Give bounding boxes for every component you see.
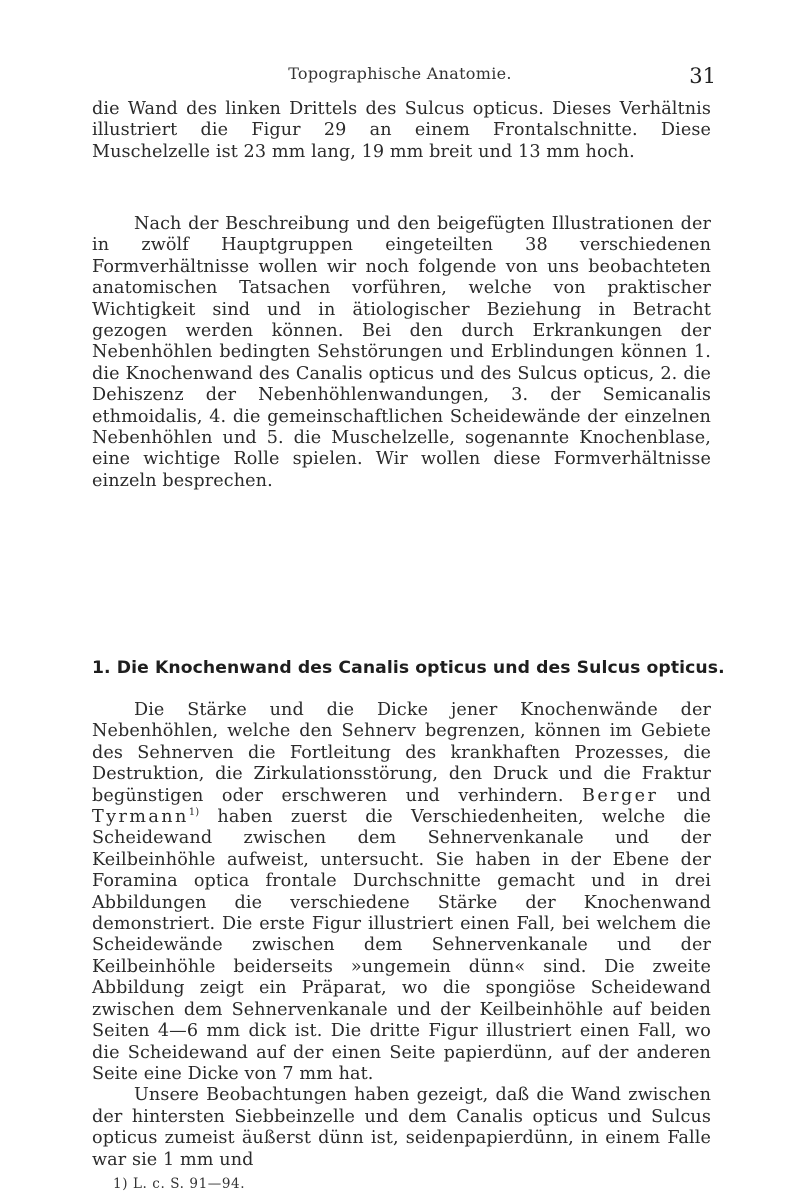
paragraph-text: die Wand des linken Drittels des Sulcus opticus. Dieses Verhältnis illustriert die Figur 29 an einem Frontalschnitte. Diese Muschelzelle ist 23 mm lang, 19 mm breit und 13 mm hoch. — [92, 99, 711, 162]
paragraph-observations: Unsere Beobachtungen haben gezeigt, daß die Wand zwischen der hintersten Siebbeinzelle und dem Canalis opticus und Sulcus opticus zumeist äußerst dünn ist, seidenpapierdünn, in einem Falle war sie 1 mm und — [92, 1085, 711, 1170]
running-head — [0, 64, 800, 88]
page-number: 31 — [689, 64, 716, 88]
footnote: 1) L. c. S. 91—94. — [113, 1176, 246, 1192]
paragraph-text: Nach der Beschreibung und den beigefügten Illustrationen der in zwölf Hauptgruppen eingeteilten 38 verschiedenen Formverhältnisse wollen wir noch folgende von uns beobachteten anatomischen Tatsachen vorführen, welche von praktischer Wichtigkeit sind und in ätiologischer Beziehung in Betracht gezogen werden können. Bei den durch Erkrankungen der Nebenhöhlen bedingten Sehstörungen und Erblindungen können 1. die Knochenwand des Canalis opticus und des Sulcus opticus, 2. die Dehiszenz der Nebenhöhlenwandungen, 3. der Semicanalis ethmoidalis, 4. die gemeinschaftlichen Scheidewände der einzelnen Nebenhöhlen und 5. die Muschelzelle, sogenannte Knochenblase, eine wichtige Rolle spielen. Wir wollen diese Formverhältnisse einzeln besprechen. — [92, 214, 711, 491]
paragraph-continued — [92, 99, 711, 163]
author-name: Tyrmann — [92, 807, 189, 828]
paragraph-text: Die Stärke und die Dicke jener Knochenwände der Nebenhöhlen, welche den Sehnerv begrenzen, können im Gebiete des Sehnerven die Fortleitung des krankhaften Prozesses, die Destruktion, die Zirkulationsstörung, den Druck und die Fraktur begünstigen oder erschweren und verhindern. — [92, 700, 711, 806]
section-body — [92, 700, 711, 1171]
conjunction: und — [676, 785, 711, 806]
paragraph-text: haben zuerst die Verschiedenheiten, welche die Scheidewand zwischen dem Sehnervenkanale und der Keilbeinhöhle aufweist, untersucht. Sie haben in der Ebene der Foramina optica frontale Durchschnitte gemacht und in drei Abbildungen die verschiedene Stärke der Knochenwand demonstriert. Die erste Figur illustriert einen Fall, bei welchem die Scheidewände zwischen dem Sehnervenkanale und der Keilbeinhöhle beiderseits »ungemein dünn« sind. Die zweite Abbildung zeigt ein Präparat, wo die spongiöse Scheidewand zwischen dem Sehnervenkanale und der Keilbeinhöhle auf beiden Seiten 4—6 mm dick ist. Die dritte Figur illustriert einen Fall, wo die Scheidewand auf der einen Seite papierdünn, auf der anderen Seite eine Dicke von 7 mm hat. — [92, 807, 711, 1084]
section-heading: 1. Die Knochenwand des Canalis opticus und des Sulcus opticus. — [92, 658, 725, 678]
author-name: Berger — [582, 785, 659, 806]
running-title: Topographische Anatomie. — [288, 64, 512, 83]
footnote-reference[interactable]: 1) — [188, 807, 200, 819]
paragraph-berger-tyrmann — [92, 700, 711, 1085]
paragraph-formverhaeltnisse — [92, 214, 711, 492]
